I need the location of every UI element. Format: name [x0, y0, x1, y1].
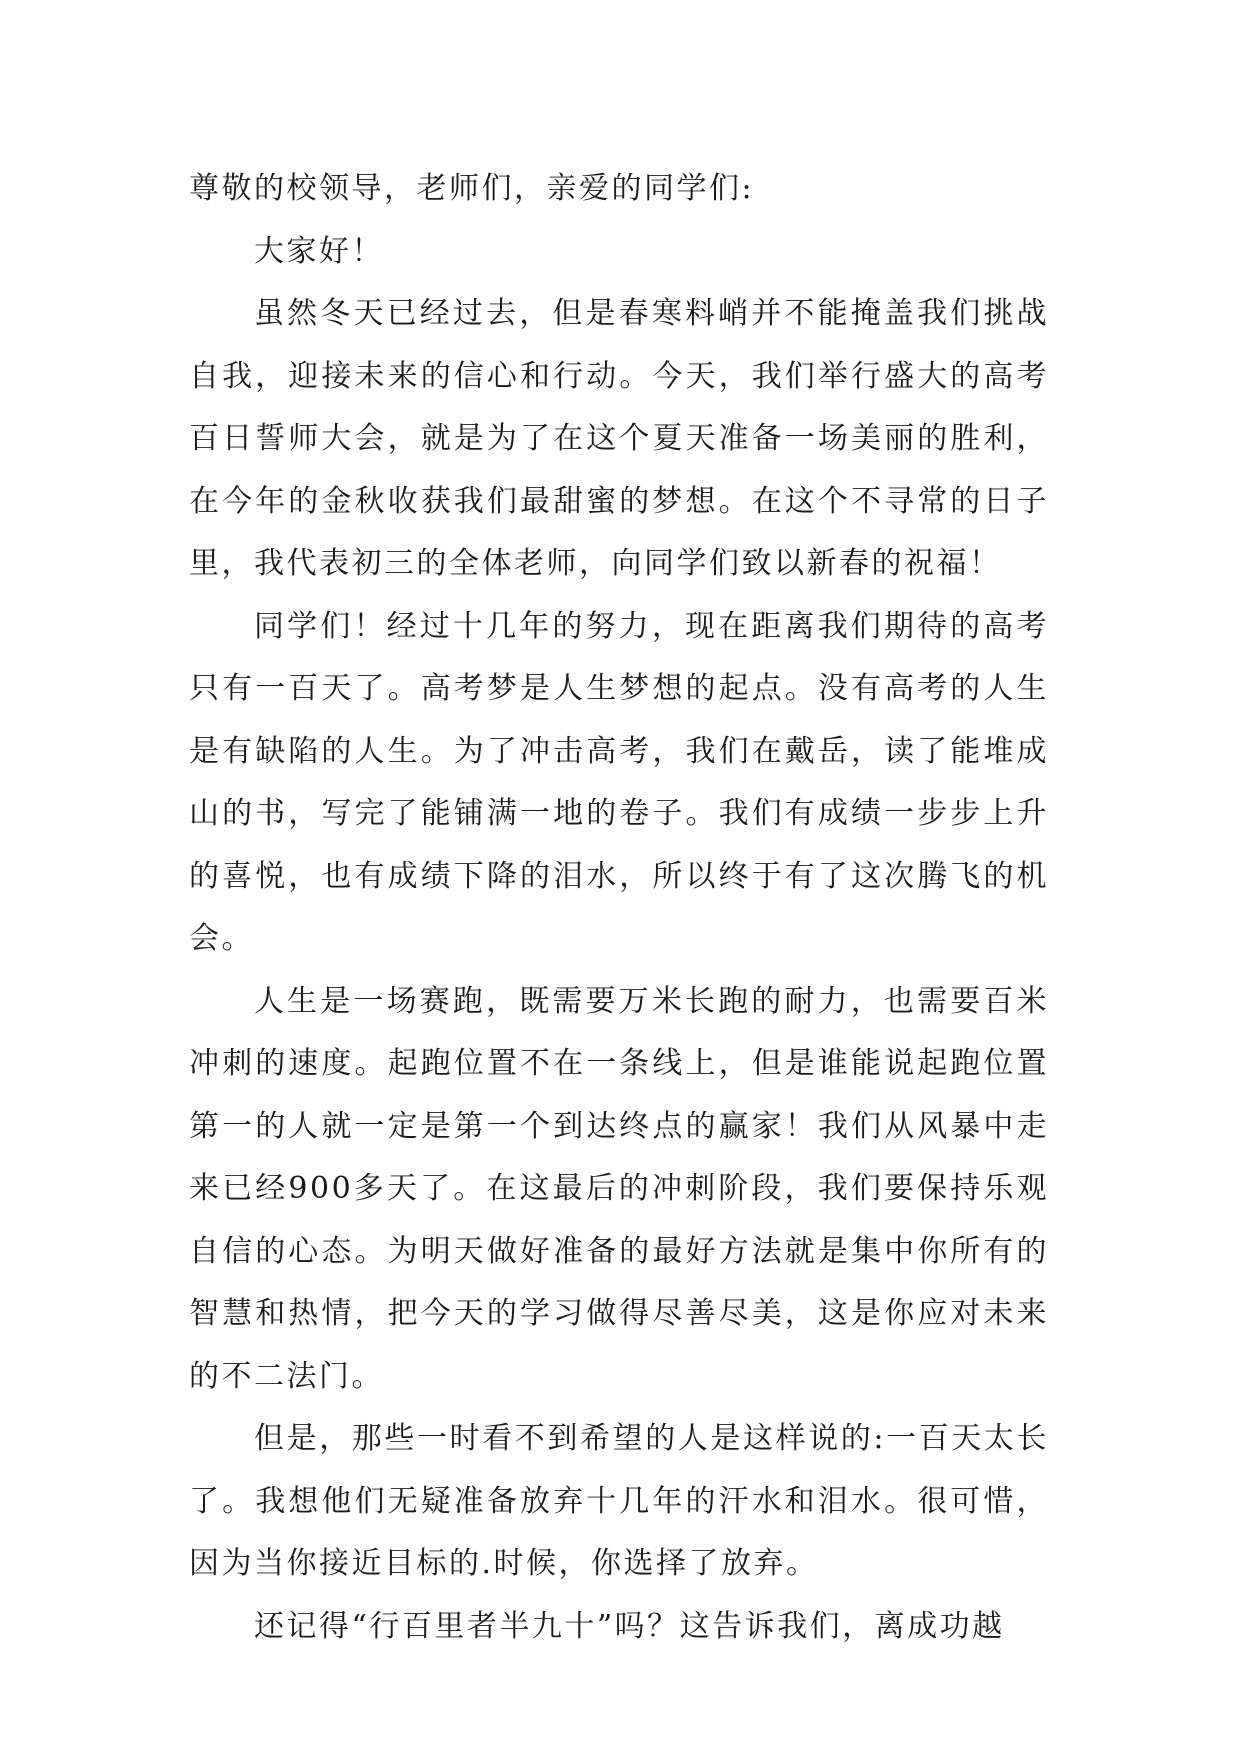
body-paragraph: 还记得“行百里者半九十”吗？这告诉我们，离成功越	[254, 1608, 1005, 1644]
body-paragraph: 人生是一场赛跑，既需要万米长跑的耐力，也需要百米冲刺的速度。起跑位置不在一条线上，但是谁能说起跑位置第一的人就一定是第一个到达终点的赢家！我们从风暴中走来已经900多天了。在这最后的冲刺阶段，我们要保持乐观自信的心态。为明天做好准备的最好方法就是集中你所有的智慧和热情，把今天的学习做得尽善尽美，这是你应对未来的不二法门。	[189, 983, 1049, 1394]
salutation-paragraph: 尊敬的校领导，老师们，亲爱的同学们:	[189, 171, 755, 206]
body-paragraph: 虽然冬天已经过去，但是春寒料峭并不能掩盖我们挑战自我，迎接未来的信心和行动。今天，我们举行盛大的高考百日誓师大会，就是为了在这个夏天准备一场美丽的胜利，在今年的金秋收获我们最甜蜜的梦想。在这个不寻常的日子里，我代表初三的全体老师，向同学们致以新春的祝福！	[189, 296, 1049, 581]
greeting-paragraph: 大家好！	[254, 233, 384, 269]
document-body	[189, 158, 1049, 1658]
body-paragraph: 但是，那些一时看不到希望的人是这样说的:一百天太长了。我想他们无疑准备放弃十几年的汗水和泪水。很可惜，因为当你接近目标的.时候，你选择了放弃。	[189, 1421, 1049, 1581]
body-paragraph: 同学们！经过十几年的努力，现在距离我们期待的高考只有一百天了。高考梦是人生梦想的起点。没有高考的人生是有缺陷的人生。为了冲击高考，我们在戴岳，读了能堆成山的书，写完了能铺满一地的卷子。我们有成绩一步步上升的喜悦，也有成绩下降的泪水，所以终于有了这次腾飞的机会。	[189, 608, 1049, 956]
